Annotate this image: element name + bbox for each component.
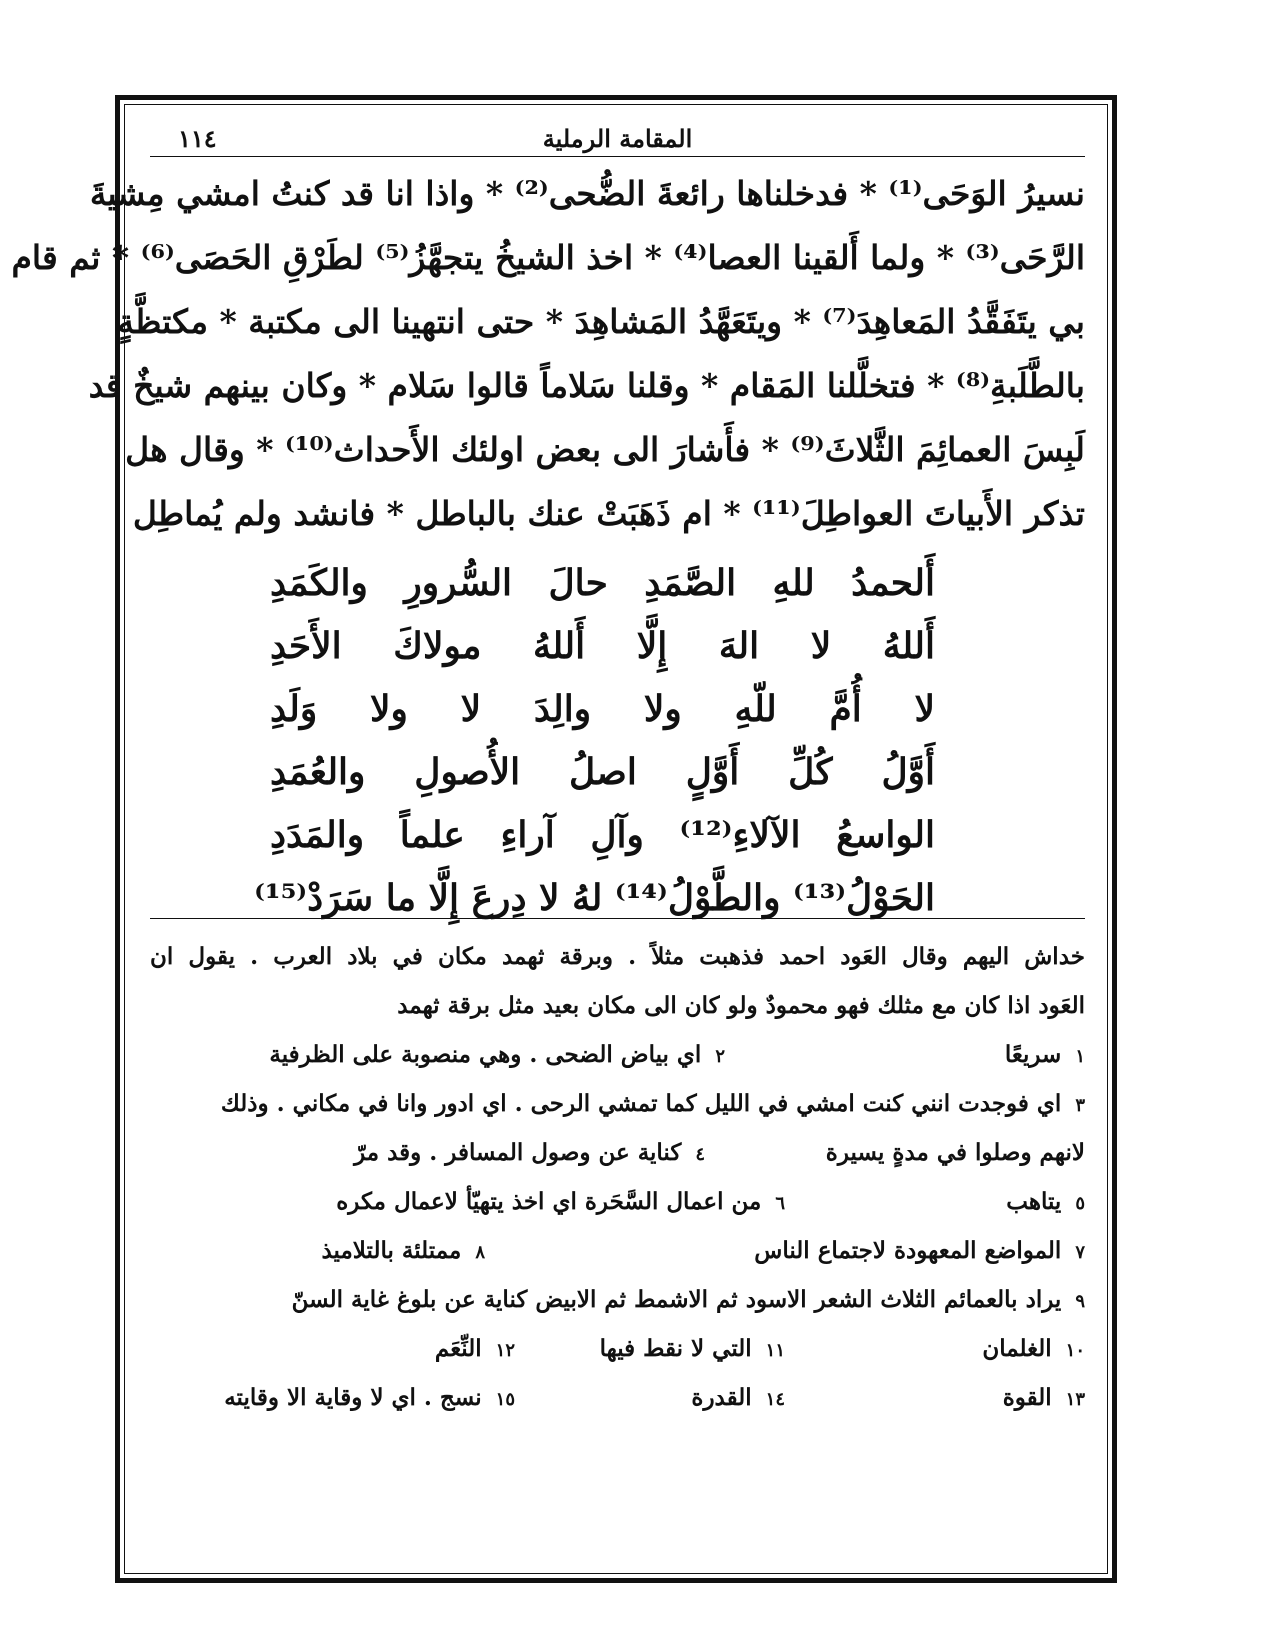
footnote-row [150, 1324, 1085, 1373]
footnote-1: ١سريعًا [1004, 1041, 1085, 1068]
footnote-5: ٥يتاهب [1006, 1188, 1085, 1215]
page-title: المقامة الرملية [542, 124, 693, 153]
footnote-6: ٦من اعمال السَّحَرة اي اخذ يتهيّأ لاعمال مكره [336, 1188, 785, 1215]
poem-verse: أَوَّلُ كُلِّ أَوَّلٍ اصلُ الأُصولِ والعُمَدِ [270, 751, 935, 793]
footnote-intro-line: العَود اذا كان مع مثلك فهو محمودٌ ولو كان الى مكان بعيد مثل برقة ثهمد [397, 992, 1085, 1019]
footnote-rule [150, 918, 1085, 919]
footnote-12: ١٢النِّعَم [434, 1335, 515, 1362]
poem-verse: لا أُمَّ للّهِ ولا والِدَ لا ولا وَلَدِ [270, 688, 935, 730]
footnote-11: ١١التي لا نقط فيها [599, 1335, 785, 1362]
footnotes-block [150, 932, 1085, 1422]
footnote-row [150, 1030, 1085, 1079]
poem-verse: أَللهُ لا الهَ إِلَّا أَللهُ مولاكَ الأَحَدِ [270, 625, 935, 667]
prose-line: بي يتَفَقَّدُ المَعاهِدَ⁽⁷⁾ * ويتَعَهَّدُ المَشاهِدَ * حتى انتهينا الى مكتبة * مكتظَّةٍ [117, 302, 1085, 341]
poem-verse: الحَوْلُ⁽¹³⁾ والطَّوْلُ⁽¹⁴⁾ لهُ لا دِرعَ إِلَّا ما سَرَدْ⁽¹⁵⁾ [254, 877, 935, 919]
footnote-7: ٧المواضع المعهودة لاجتماع الناس [754, 1237, 1085, 1264]
footnote-2: ٢اي بياض الضحى . وهي منصوبة على الظرفية [269, 1041, 725, 1068]
poem-verse: الواسعُ الآلاءِ⁽¹²⁾ وآلِ آراءِ علماً والمَدَدِ [270, 814, 935, 856]
book-page [11, 110, 1085, 1570]
footnote-row [150, 1275, 1085, 1324]
prose-line: لَبِسَ العمائِمَ الثَّلاثَ⁽⁹⁾ * فأَشارَ الى بعض اولئك الأَحداث⁽¹⁰⁾ * وقال هل [125, 430, 1085, 469]
page-number: ١١٤ [178, 124, 217, 153]
header-rule [150, 156, 1085, 157]
prose-line: بالطَّلَبةِ⁽⁸⁾ * فتخلَّلنا المَقام * وقلنا سَلاماً قالوا سَلام * وكان بينهم شيخٌ قد [88, 366, 1085, 405]
footnote-4: ٤كناية عن وصول المسافر . وقد مرّ [354, 1139, 705, 1166]
prose-line: نسيرُ الوَحَى⁽¹⁾ * فدخلناها رائعةَ الضُّحى⁽²⁾ * واذا انا قد كنتُ امشي مِشيةَ [89, 174, 1085, 213]
footnote-row [150, 1177, 1085, 1226]
poem-verse: أَلحمدُ للهِ الصَّمَدِ حالَ السُّرورِ والكَمَدِ [270, 562, 935, 604]
footnote-9: ٩يراد بالعمائم الثلاث الشعر الاسود ثم الاشمط ثم الابيض كناية عن بلوغ غاية السنّ [291, 1286, 1085, 1313]
prose-line: تذكر الأَبياتَ العواطِلَ⁽¹¹⁾ * ام ذَهَبَتْ عنك بالباطل * فانشد ولم يُماطِل [132, 494, 1085, 533]
footnote-row [150, 1128, 1085, 1177]
footnote-10: ١٠الغلمان [982, 1335, 1085, 1362]
footnote-15: ١٥نسج . اي لا وقاية الا وقايته [224, 1384, 515, 1411]
footnote-row [150, 1373, 1085, 1422]
prose-line: الرَّحَى⁽³⁾ * ولما أَلقينا العصا⁽⁴⁾ * اخذ الشيخُ يتجهَّزُ⁽⁵⁾ لطَرْقِ الحَصَى⁽⁶⁾ * ثم قام [11, 238, 1085, 277]
footnote-14: ١٤القدرة [691, 1384, 785, 1411]
prose-block [11, 162, 1085, 546]
footnote-intro-line: خداش اليهم وقال العَود احمد فذهبت مثلاً . وبرقة ثهمد مكان في بلاد العرب . يقول ان [150, 943, 1085, 970]
footnote-row [150, 1226, 1085, 1275]
footnote-13: ١٣القوة [1002, 1384, 1085, 1411]
footnote-row [150, 1079, 1085, 1128]
footnote-3: ٣اي فوجدت انني كنت امشي في الليل كما تمشي الرحى . اي ادور وانا في مكاني . وذلك [220, 1090, 1085, 1117]
poem-block [254, 552, 935, 930]
footnote-3-cont: لانهم وصلوا في مدةٍ يسيرة [825, 1139, 1085, 1166]
footnote-8: ٨ممتلئة بالتلاميذ [321, 1237, 485, 1264]
